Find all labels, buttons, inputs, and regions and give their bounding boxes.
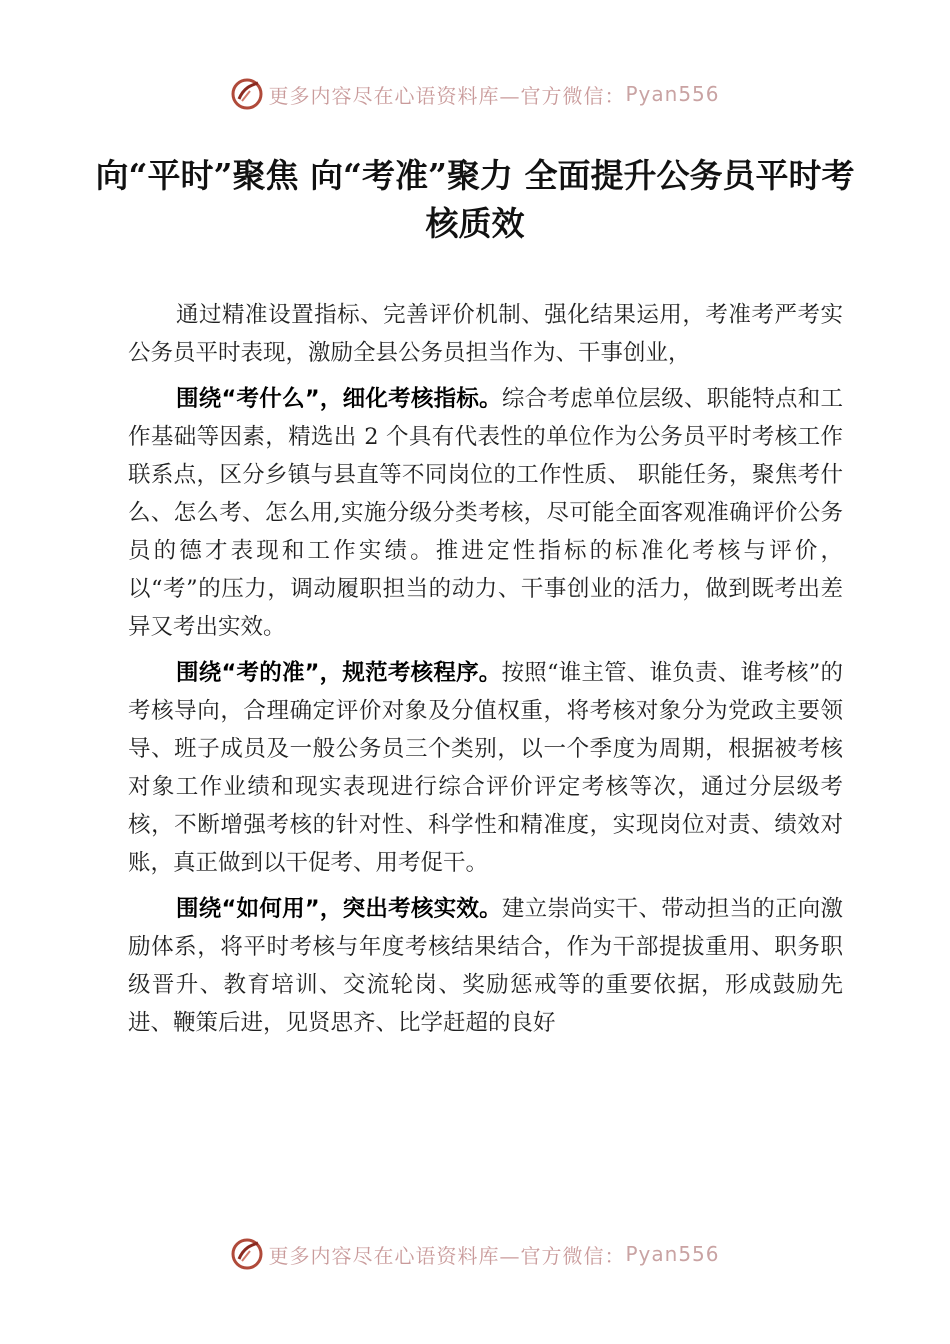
paragraph-body: 综合考虑单位层级、职能特点和工作基础等因素，精选出 2 个具有代表性的单位作为公务员平时考核工作联系点，区分乡镇与县直等不同岗位的工作性质、 职能任务，聚焦考什么、怎么考、怎么用,实施分级分类考核，尽可能全面客观准确评价公务员的德才表现和工作实绩。推进定性指标的标准化考核与评价，以“考”的压力，调动履职担当的动力、干事创业的活力，做到既考出差异又考出实效。 <box>128 386 843 640</box>
footer-watermark <box>0 1234 950 1274</box>
header-site-text: 更多内容尽在心语资料库—官方微信： <box>268 83 626 108</box>
paragraph-lead: 围绕“考什么”，细化考核指标。 <box>176 386 502 412</box>
header-watermark <box>0 74 950 114</box>
footer-handle: Pyan556 <box>625 1242 720 1266</box>
paragraph-body: 通过精准设置指标、完善评价机制、强化结果运用，考准考严考实公务员平时表现，激励全县公务员担当作为、干事创业， <box>128 302 843 366</box>
paragraph-body: 建立崇尚实干、带动担当的正向激励体系，将平时考核与年度考核结果结合，作为干部提拔重用、职务职级晋升、教育培训、交流轮岗、奖励惩戒等的重要依据，形成鼓励先进、鞭策后进，见贤思齐、比学赶超的良好 <box>128 896 843 1036</box>
footer-site-text: 更多内容尽在心语资料库—官方微信： <box>268 1243 626 1268</box>
document-body <box>128 296 843 1050</box>
header-handle: Pyan556 <box>625 82 720 106</box>
paragraph-section-3 <box>128 890 843 1042</box>
paragraph-section-1 <box>128 380 843 646</box>
paragraph-lead: 围绕“考的准”，规范考核程序。 <box>176 660 502 686</box>
paragraph-intro <box>128 296 843 372</box>
paragraph-section-2 <box>128 654 843 882</box>
paragraph-body: 按照“谁主管、谁负责、谁考核”的考核导向，合理确定评价对象及分值权重，将考核对象分为党政主要领导、班子成员及一般公务员三个类别，以一个季度为周期，根据被考核对象工作业绩和现实表现进行综合评价评定考核等次，通过分层级考核，不断增强考核的针对性、科学性和精准度，实现岗位对责、绩效对账，真正做到以干促考、用考促干。 <box>128 660 843 876</box>
document-title: 向“平时”聚焦 向“考准”聚力 全面提升公务员平时考核质效 <box>95 156 855 243</box>
paragraph-lead: 围绕“如何用”，突出考核实效。 <box>176 896 502 922</box>
brand-logo-icon <box>230 1237 264 1271</box>
brand-logo-icon <box>230 77 264 111</box>
